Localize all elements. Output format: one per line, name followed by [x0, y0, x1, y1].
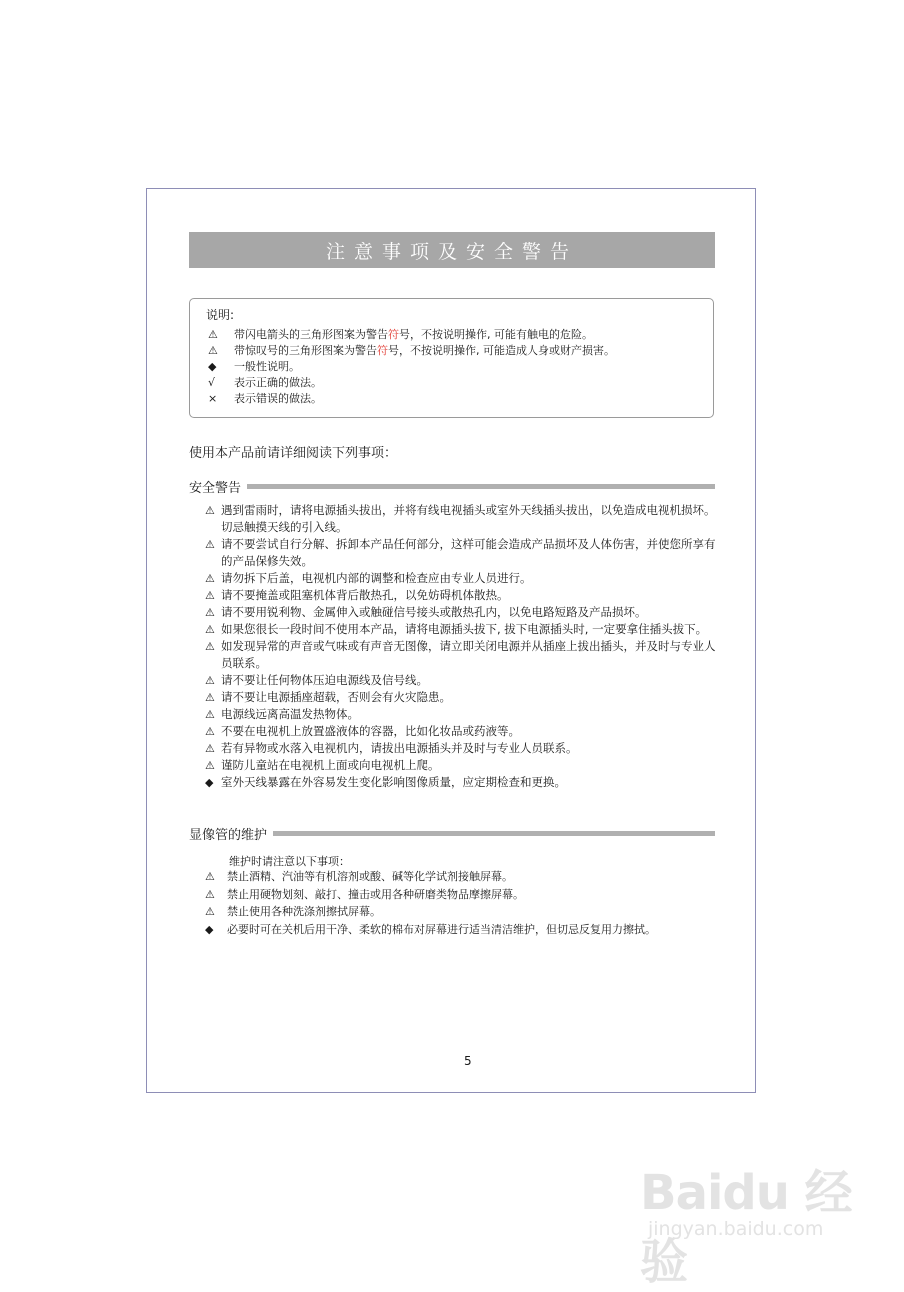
list-item-text: 室外天线暴露在外容易发生变化影响图像质量，应定期检查和更换。 — [221, 775, 566, 789]
list-item — [205, 723, 725, 740]
warning-icon: ⚠ — [205, 742, 215, 755]
warning-icon: ⚠ — [205, 725, 215, 738]
warning-icon: ⚠ — [205, 623, 215, 636]
list-item-text: 不要在电视机上放置盛液体的容器，比如化妆品或药液等。 — [221, 724, 520, 738]
list-item — [205, 570, 725, 587]
legend-text: 表示正确的做法。 — [234, 376, 322, 389]
maintenance-list — [205, 868, 725, 938]
list-item — [205, 587, 725, 604]
legend-row — [206, 390, 713, 406]
list-item-text: 请不要掩盖或阻塞机体背后散热孔，以免妨碍机体散热。 — [221, 588, 509, 602]
intro-text: 使用本产品前请详细阅读下列事项： — [189, 446, 398, 461]
legend-text — [234, 326, 593, 342]
warning-exclamation-icon: ⚠ — [208, 343, 218, 357]
list-item — [205, 774, 725, 791]
legend-text: 表示错误的做法。 — [234, 392, 322, 405]
list-item — [205, 621, 725, 638]
cross-icon: × — [208, 391, 218, 405]
legend-text-part: 号，不按说明操作, 可能有触电的危险。 — [399, 328, 593, 341]
safety-section-header — [189, 477, 715, 495]
warning-icon: ⚠ — [205, 887, 215, 901]
legend-text-part: 带闪电箭头的三角形图案为警告 — [234, 328, 388, 341]
list-item-text: 请不要让电源插座超载，否则会有火灾隐患。 — [221, 690, 451, 704]
legend-row — [206, 374, 713, 390]
list-item — [205, 868, 725, 886]
warning-icon: ⚠ — [205, 691, 215, 704]
list-item — [205, 689, 725, 706]
page-title: 注意事项及安全警告 — [189, 232, 715, 268]
list-item-text: 电源线远离高温发热物体。 — [221, 707, 359, 721]
legend-box — [189, 298, 714, 418]
section-divider — [247, 484, 715, 489]
legend-row — [206, 326, 713, 342]
warning-icon: ⚠ — [205, 870, 215, 883]
list-item — [205, 672, 725, 689]
maintenance-heading: 显像管的维护 — [189, 827, 268, 843]
legend-row — [206, 358, 713, 374]
list-item — [205, 921, 725, 939]
list-item-text: 谨防儿童站在电视机上面或向电视机上爬。 — [221, 758, 440, 772]
maintenance-section-header — [189, 824, 715, 842]
warning-icon: ⚠ — [205, 759, 215, 772]
maintenance-note: 维护时请注意以下事项： — [229, 855, 350, 868]
list-item-text: 请不要用锐利物、金属伸入或触碰信号接头或散热孔内，以免电路短路及产品损坏。 — [221, 605, 647, 619]
legend-highlight: 符 — [388, 328, 399, 341]
legend-text-part: 带惊叹号的三角形图案为警告 — [234, 344, 377, 357]
warning-bolt-icon: ⚠ — [208, 327, 218, 341]
list-item-text: 如果您很长一段时间不使用本产品，请将电源插头拔下, 拔下电源插头时, 一定要拿住插头拔下。 — [221, 622, 708, 636]
list-item — [205, 903, 725, 921]
legend-highlight: 符 — [377, 344, 388, 357]
warning-icon: ⚠ — [205, 504, 215, 517]
legend-heading: 说明: — [206, 308, 235, 322]
section-divider — [273, 831, 715, 836]
warning-icon: ⚠ — [205, 538, 215, 551]
diamond-icon: ◆ — [205, 776, 214, 789]
warning-icon: ⚠ — [205, 905, 215, 918]
diamond-icon: ◆ — [208, 359, 217, 373]
list-item-text: 必要时可在关机后用干净、柔软的棉布对屏幕进行适当清洁维护，但切忌反复用力擦拭。 — [227, 922, 656, 936]
list-item-text: 遇到雷雨时，请将电源插头拔出，并将有线电视插头或室外天线插头拔出，以免造成电视机损坏。切忌触摸天线的引入线。 — [221, 503, 716, 534]
diamond-icon: ◆ — [205, 922, 214, 936]
safety-heading: 安全警告 — [189, 480, 242, 496]
list-item — [205, 740, 725, 757]
list-item-text: 如发现异常的声音或气味或有声音无图像，请立即关闭电源并从插座上拔出插头，并及时与专业人员联系。 — [221, 639, 716, 670]
warning-icon: ⚠ — [205, 572, 215, 585]
legend-list — [206, 326, 713, 406]
warning-icon: ⚠ — [205, 708, 215, 721]
list-item — [205, 604, 725, 621]
check-icon: √ — [208, 375, 216, 389]
list-item — [205, 536, 725, 570]
warning-icon: ⚠ — [205, 640, 215, 653]
list-item — [205, 638, 725, 672]
legend-text: 一般性说明。 — [234, 360, 300, 373]
warning-icon: ⚠ — [205, 606, 215, 619]
legend-row — [206, 342, 713, 358]
list-item-text: 请不要尝试自行分解、拆卸本产品任何部分，这样可能会造成产品损坏及人体伤害，并使您所享有的产品保修失效。 — [221, 537, 716, 568]
safety-list — [205, 502, 725, 791]
list-item — [205, 502, 725, 536]
list-item — [205, 706, 725, 723]
warning-icon: ⚠ — [205, 589, 215, 602]
baidu-watermark — [640, 1140, 870, 1290]
list-item-text: 若有异物或水落入电视机内，请拔出电源插头并及时与专业人员联系。 — [221, 741, 578, 755]
list-item — [205, 757, 725, 774]
list-item-text: 禁止用硬物划刻、敲打、撞击或用各种研磨类物品摩擦屏幕。 — [227, 887, 524, 901]
baidu-logo-text: Baidu 经验 — [640, 1165, 852, 1290]
list-item-text: 禁止使用各种洗涤剂擦拭屏幕。 — [227, 905, 381, 918]
list-item-text: 禁止酒精、汽油等有机溶剂或酸、碱等化学试剂接触屏幕。 — [227, 870, 513, 883]
legend-text-part: 号，不按说明操作, 可能造成人身或财产损害。 — [388, 344, 615, 357]
list-item — [205, 886, 725, 904]
list-item-text: 请不要让任何物体压迫电源线及信号线。 — [221, 673, 428, 687]
page-number: 5 — [464, 1054, 472, 1068]
list-item-text: 请勿拆下后盖，电视机内部的调整和检查应由专业人员进行。 — [221, 571, 532, 585]
watermark-url: jingyan.baidu.com — [648, 1218, 824, 1240]
warning-icon: ⚠ — [205, 674, 215, 687]
legend-text — [234, 342, 615, 358]
